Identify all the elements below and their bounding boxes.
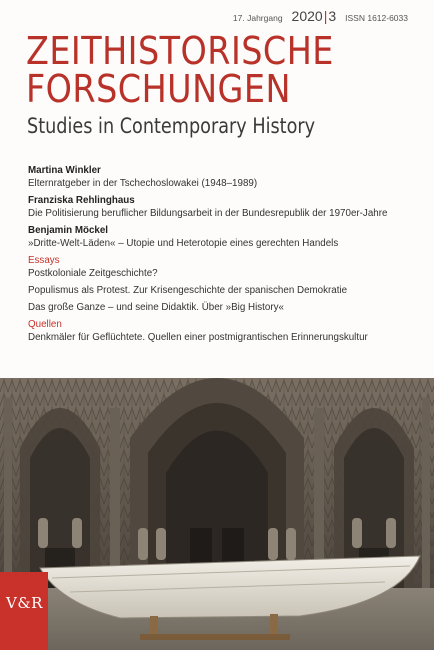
essay-title: Populismus als Protest. Zur Krisengeschichte der spanischen Demokratie [28,285,348,296]
source-title: Denkmäler für Geflüchtete. Quellen einer postmigrantischen Erinnerungskultur [28,332,368,343]
year-label: 2020 [291,8,323,24]
essay-title: Postkoloniale Zeitgeschichte? [28,268,158,279]
issn-label: ISSN 1612-6033 [345,13,408,23]
section-heading-sources: Quellen [28,319,62,330]
issue-separator: | [323,8,328,24]
publisher-logo-text: V&R [6,594,43,612]
journal-title-line2: FORSCHUNGEN [26,67,291,111]
journal-title-line1: ZEITHISTORISCHE [26,29,334,73]
publisher-logo [0,572,48,650]
essay-title: Das große Ganze – und seine Didaktik. Über »Big History« [28,302,284,313]
journal-subtitle: Studies in Contemporary History [27,114,316,138]
article-author: Benjamin Möckel [28,225,109,236]
issue-meta [233,8,408,24]
article-title: »Dritte-Welt-Läden« – Utopie und Heterotopie eines gerechten Handels [28,238,339,249]
issue-number: 3 [328,8,337,24]
volume-label: 17. Jahrgang [232,13,283,23]
article-author: Franziska Rehlinghaus [28,195,135,206]
table-of-contents [28,164,423,344]
cover-photo [0,378,434,650]
section-heading-essays: Essays [28,255,60,266]
article-title: Die Politisierung beruflicher Bildungsarbeit in der Bundesrepublik der 1970er-Jahre [28,208,388,219]
article-author: Martina Winkler [28,165,101,176]
article-title: Elternratgeber in der Tschechoslowakei (1948–1989) [28,178,258,189]
